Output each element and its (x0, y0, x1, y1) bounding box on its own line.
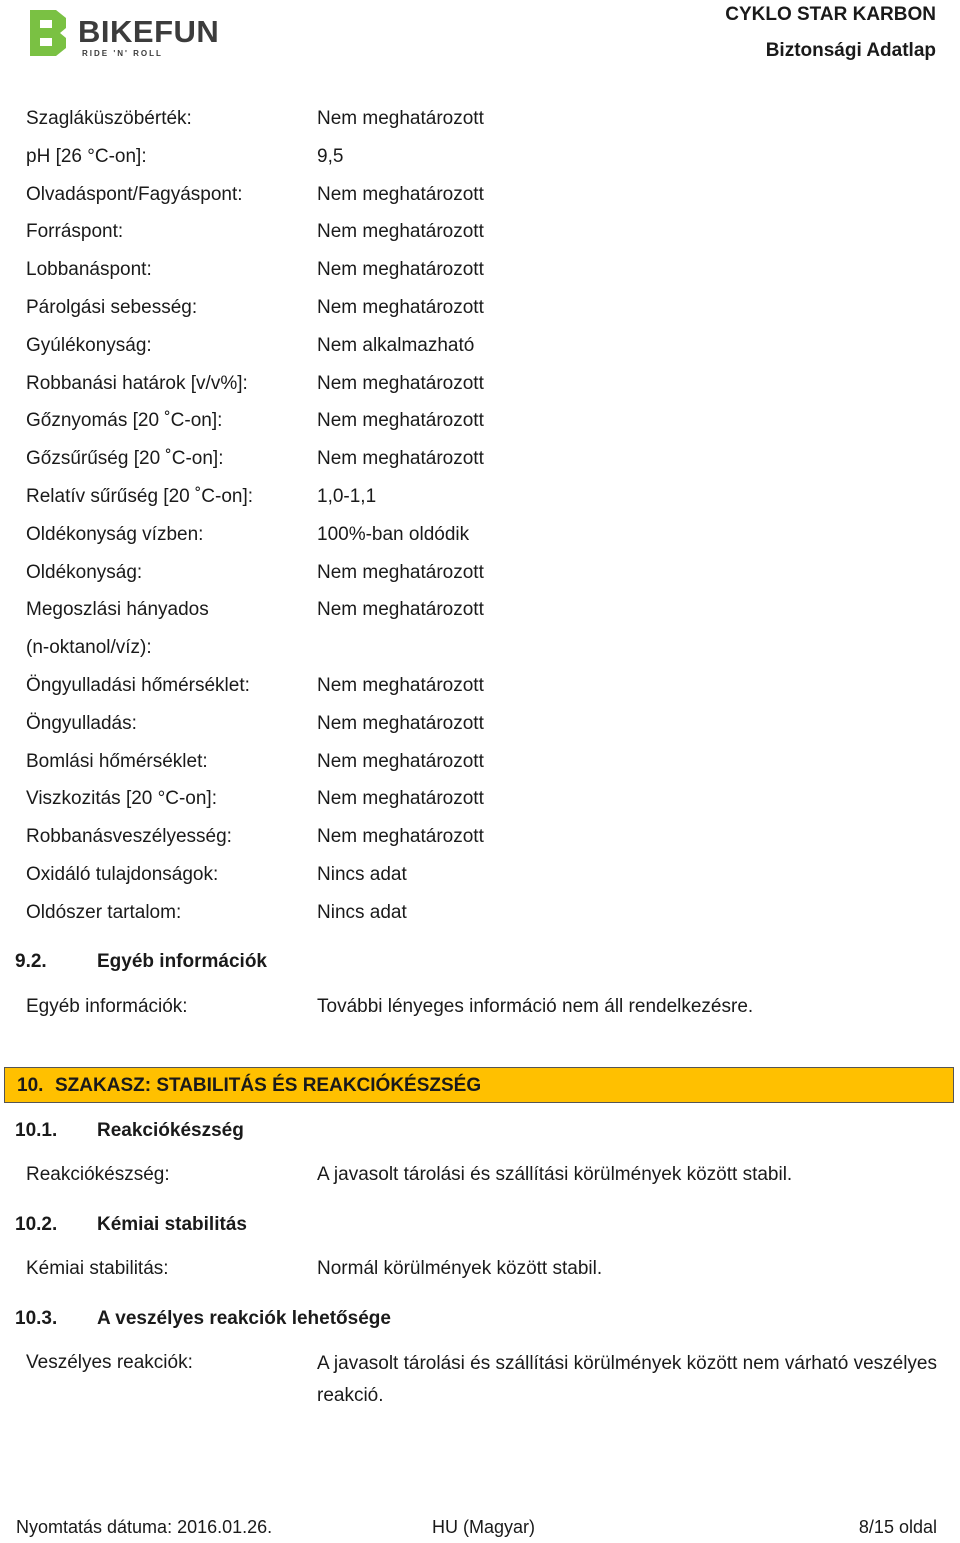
property-value: Nem meghatározott (317, 561, 484, 583)
property-row (26, 894, 926, 932)
property-label: Gőznyomás [20 ˚C-on]: (26, 410, 223, 432)
property-row (26, 402, 926, 440)
property-row (26, 176, 926, 214)
property-row (26, 743, 926, 781)
other-info-label: Egyéb információk: (26, 996, 188, 1017)
bikefun-logo-icon (26, 8, 70, 58)
subsection-number: 10.2. (15, 1214, 58, 1235)
property-label: Gőzsűrűség [20 ˚C-on]: (26, 448, 224, 470)
chemical-stability-label: Kémiai stabilitás: (26, 1258, 169, 1279)
property-row (26, 591, 926, 629)
property-value: Nem meghatározott (317, 259, 484, 281)
property-label: Robbanási határok [v/v%]: (26, 372, 248, 394)
property-row (26, 365, 926, 403)
page-footer (16, 1517, 937, 1543)
property-label: Oldószer tartalom: (26, 901, 182, 923)
product-name: CYKLO STAR KARBON (725, 4, 936, 25)
property-label: Bomlási hőmérséklet: (26, 750, 208, 772)
property-row (26, 629, 926, 667)
hazardous-reactions-label: Veszélyes reakciók: (26, 1352, 193, 1373)
property-value: Nem meghatározott (317, 826, 484, 848)
bikefun-logo (26, 8, 266, 58)
property-value: Nem meghatározott (317, 599, 484, 621)
property-value: Nem meghatározott (317, 788, 484, 810)
property-label: Lobbanáspont: (26, 259, 152, 281)
property-row (26, 138, 926, 176)
chemical-stability-value: Normál körülmények között stabil. (317, 1258, 603, 1279)
section-number: 10. (17, 1075, 44, 1096)
property-value: 9,5 (317, 145, 344, 167)
property-value: 1,0-1,1 (317, 485, 377, 507)
property-row (26, 667, 926, 705)
section-10-banner (4, 1067, 954, 1103)
property-label: Oldékonyság: (26, 561, 143, 583)
property-row (26, 251, 926, 289)
property-value: Nincs adat (317, 863, 407, 885)
print-date: Nyomtatás dátuma: 2016.01.26. (16, 1517, 273, 1537)
property-row (26, 705, 926, 743)
property-label: Robbanásveszélyesség: (26, 826, 232, 848)
property-label: (n-oktanol/víz): (26, 637, 152, 659)
property-row (26, 780, 926, 818)
property-label: Forráspont: (26, 221, 124, 243)
property-row (26, 100, 926, 138)
property-value: Nem meghatározott (317, 221, 484, 243)
property-label: Relatív sűrűség [20 ˚C-on]: (26, 485, 254, 507)
property-value: Nincs adat (317, 901, 407, 923)
property-value: Nem meghatározott (317, 674, 484, 696)
property-label: Oxidáló tulajdonságok: (26, 863, 219, 885)
language-label: HU (Magyar) (432, 1517, 536, 1537)
property-value: Nem meghatározott (317, 183, 484, 205)
property-value: Nem meghatározott (317, 372, 484, 394)
subsection-number: 10.1. (15, 1120, 58, 1141)
property-label: Megoszlási hányados (26, 599, 209, 621)
property-row (26, 440, 926, 478)
property-value: Nem meghatározott (317, 712, 484, 734)
property-value: Nem meghatározott (317, 448, 484, 470)
subsection-number: 10.3. (15, 1308, 58, 1329)
section-title: SZAKASZ: STABILITÁS ÉS REAKCIÓKÉSZSÉG (55, 1075, 482, 1096)
property-row (26, 516, 926, 554)
subsection-title: Kémiai stabilitás (97, 1214, 247, 1235)
property-row (26, 478, 926, 516)
property-row (26, 327, 926, 365)
property-row (26, 856, 926, 894)
subsection-title: A veszélyes reakciók lehetősége (97, 1308, 391, 1329)
property-row (26, 554, 926, 592)
property-label: Viszkozitás [20 °C-on]: (26, 788, 217, 810)
subsection-title: Egyéb információk (97, 951, 267, 972)
page-header (0, 0, 960, 72)
reactivity-value: A javasolt tárolási és szállítási körülmények között stabil. (317, 1164, 793, 1185)
subsection-number: 9.2. (15, 951, 47, 972)
property-value: Nem meghatározott (317, 750, 484, 772)
property-label: Oldékonyság vízben: (26, 523, 204, 545)
property-row (26, 289, 926, 327)
property-value: Nem meghatározott (317, 410, 484, 432)
logo-wordmark: BIKEFUN (78, 14, 220, 49)
properties-table (26, 100, 926, 932)
property-row (26, 818, 926, 856)
property-label: Szagláküszöbérték: (26, 108, 192, 129)
reactivity-label: Reakciókészség: (26, 1164, 170, 1185)
hazardous-reactions-value: A javasolt tárolási és szállítási körülmények között nem várható veszélyes reakció. (317, 1353, 937, 1406)
property-value: Nem meghatározott (317, 296, 484, 318)
property-label: Öngyulladás: (26, 712, 137, 734)
property-label: Olvadáspont/Fagyáspont: (26, 183, 243, 205)
property-label: pH [26 °C-on]: (26, 145, 147, 167)
property-label: Párolgási sebesség: (26, 296, 198, 318)
logo-tagline: RIDE 'N' ROLL (82, 49, 163, 58)
other-info-value: További lényeges információ nem áll rendelkezésre. (317, 996, 754, 1017)
property-row (26, 213, 926, 251)
document-type: Biztonsági Adatlap (765, 40, 936, 61)
page-number: 8/15 oldal (858, 1517, 937, 1537)
property-label: Öngyulladási hőmérséklet: (26, 674, 250, 696)
property-value: Nem meghatározott (317, 108, 484, 129)
property-value: 100%-ban oldódik (317, 523, 470, 545)
property-label: Gyúlékonyság: (26, 334, 152, 356)
subsection-title: Reakciókészség (97, 1120, 244, 1141)
property-value: Nem alkalmazható (317, 334, 475, 356)
